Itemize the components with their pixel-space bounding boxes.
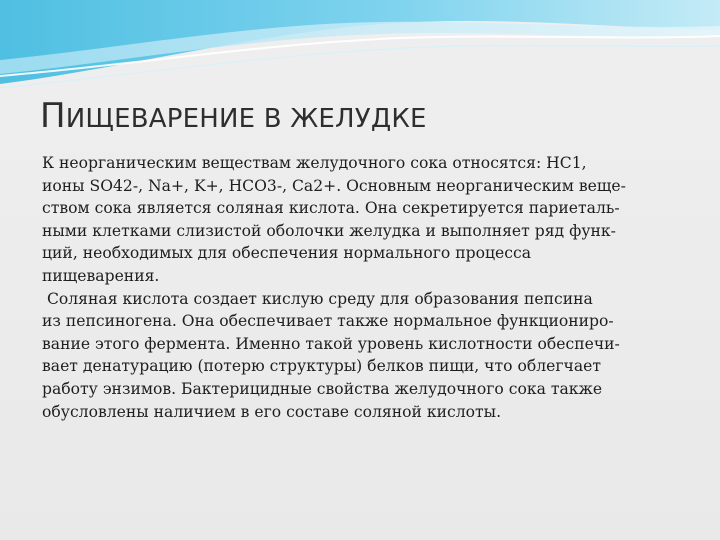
slide-title-first-letter: П [40,96,66,136]
body-line: обусловлены наличием в его составе соляной кислоты. [42,402,502,421]
wave-decoration [0,0,720,110]
slide-title-rest: ИЩЕВАРЕНИЕ В ЖЕЛУДКЕ [65,104,427,134]
body-line: вает денатурацию (потерю структуры) белков пищи, что облегчает [42,357,601,376]
slide-body [42,152,712,423]
body-line: ством сока является соляная кислота. Она секретируется париеталь- [42,199,620,218]
body-line: Соляная кислота создает кислую среду для образования пепсина [42,289,593,308]
body-line: К неорганическим веществам желудочного сока относятся: НС1, [42,154,587,172]
body-line: ными клетками слизистой оболочки желудка и выполняет ряд функ- [42,221,616,240]
body-line: пищеварения. [42,266,160,285]
body-line: ионы SO42-, Na+, K+, HCO3-, Ca2+. Основным неорганическим веще- [42,176,626,195]
body-line: из пепсиногена. Она обеспечивает также нормальное функциониро- [42,312,614,331]
body-line: ций, необходимых для обеспечения нормального процесса [42,244,532,263]
body-line: вание этого фермента. Именно такой уровень кислотности обеспечи- [42,334,620,353]
body-line: работу энзимов. Бактерицидные свойства желудочного сока также [42,379,603,398]
slide-title [40,96,427,136]
